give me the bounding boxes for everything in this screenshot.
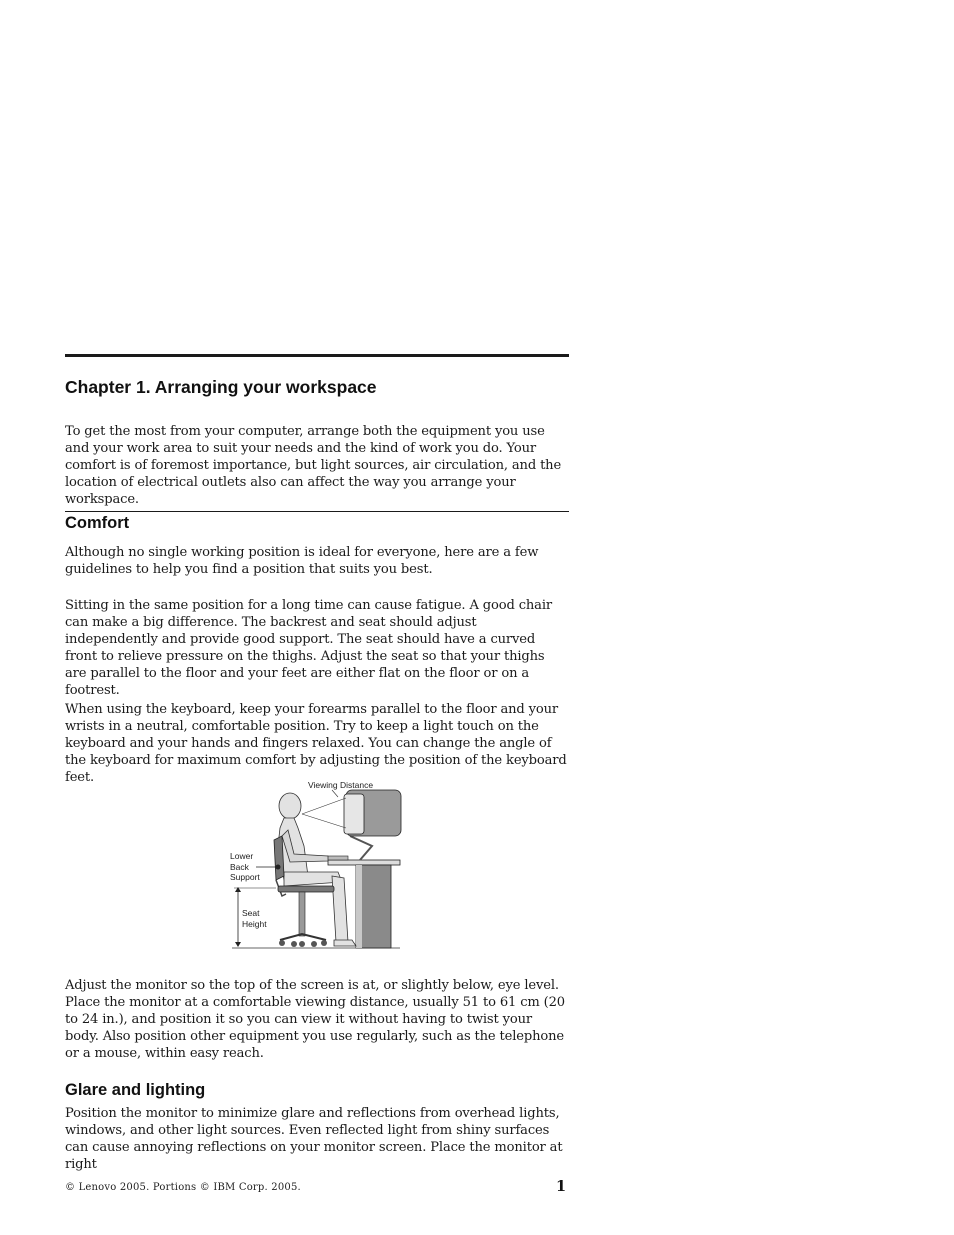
comfort-paragraph-1: Although no single working position is ideal for everyone, here are a few guidelines to help you find a position that suits you best. [65,545,539,577]
comfort-paragraph-4: Adjust the monitor so the top of the screen is at, or slightly below, eye level. Place the monitor at a comfortable viewing distance, usually 51 to 61 cm (20 to 24 in.), and position it so you can view it without having to twist your body. Also position other equipment you use regularly, such as the telephone or a mouse, within easy reach. [65,978,565,1061]
section-rule [65,511,569,512]
workspace-figure [228,776,418,952]
lower-back-support-label: Lower Back Support [230,851,260,882]
seat-height-label: Seat Height [242,908,267,929]
comfort-heading: Comfort [65,514,130,532]
comfort-paragraph-3: When using the keyboard, keep your forearms parallel to the floor and your wrists in a neutral, comfortable position. Try to keep a light touch on the keyboard and your hands and fingers relaxed. You can change the angle of the keyboard for maximum comfort by adjusting the position of the keyboard feet. [65,702,567,785]
comfort-paragraph-2: Sitting in the same position for a long time can cause fatigue. A good chair can make a big difference. The backrest and seat should adjust independently and provide good support. The seat should have a curved front to relieve pressure on the thighs. Adjust the seat so that your thighs are parallel to the floor and your feet are either flat on the floor or on a footrest. [65,598,552,698]
page-number: 1 [556,1178,567,1195]
viewing-distance-label: Viewing Distance [308,780,374,790]
chapter-rule [65,354,569,357]
glare-heading: Glare and lighting [65,1081,206,1099]
chapter-title: Chapter 1. Arranging your workspace [65,377,377,397]
copyright-footer: © Lenovo 2005. Portions © IBM Corp. 2005. [65,1182,301,1193]
glare-paragraph-1: Position the monitor to minimize glare and reflections from overhead lights, windows, and other light sources. Even reflected light from shiny surfaces can cause annoying reflections on your monitor screen. Place the monitor at right [65,1106,563,1172]
intro-paragraph: To get the most from your computer, arrange both the equipment you use and your work area to suit your needs and the kind of work you do. Your comfort is of foremost importance, but light sources, air circulation, and the location of electrical outlets also can affect the way you arrange your workspace. [65,424,562,507]
